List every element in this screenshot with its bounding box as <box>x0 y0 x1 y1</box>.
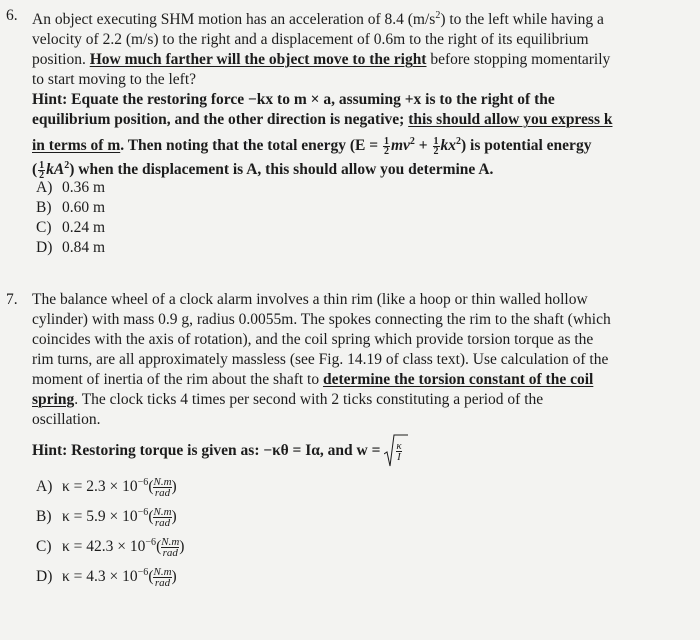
answer-option[interactable]: D) $\kappa = 4.3 \times 10^{-6}$( N.m rad ) <box>36 566 177 590</box>
question-6 <box>6 6 692 258</box>
answer-option[interactable]: A) 0.36 m <box>36 179 106 197</box>
stem-line: cylinder) with mass 0.9 g, radius 0.0055m. The spokes connecting the rim to the shaft (which <box>32 311 611 328</box>
answer-option[interactable]: C) 0.24 m <box>36 219 106 237</box>
answer-option[interactable]: B) 0.60 m <box>36 199 106 217</box>
radical-icon <box>384 434 408 468</box>
fraction: $\frac{1}{2}$ <box>39 160 45 182</box>
square-root: $\frac{\kappa}{I}$ <box>384 436 401 466</box>
answer-option[interactable]: C) $\kappa = 42.3 \times 10^{-6}$( N.m rad ) <box>36 536 185 560</box>
emphasis-question: spring <box>32 391 75 408</box>
hint-line: in terms of m. Then noting that the total energy (E = $\frac{1}{2}$ $mv^2$ + $\frac{1}{2}$ $kx^2$) is potential energy <box>32 136 592 158</box>
unit-fraction: N.m rad <box>153 506 172 530</box>
stem-line: spring. The clock ticks 4 times per second with 2 ticks constituting a period of the <box>32 391 544 408</box>
question-number: 6. <box>6 7 18 24</box>
unit-fraction: N.m rad <box>161 536 180 560</box>
hint-line: equilibrium position, and the other direction is negative; this should allow you express k <box>32 111 613 129</box>
stem-line: moment of inertia of the rim about the shaft to determine the torsion constant of the coil <box>32 371 594 388</box>
stem-line: coincides with the axis of rotation), and the coil spring which provide torsion torque as the <box>32 331 594 348</box>
hint-line: ( $\frac{1}{2}$ $kA^2$) when the displacement is A, this should allow you determine A. <box>32 160 494 182</box>
emphasis-question: determine the torsion constant of the coil <box>322 371 594 388</box>
stem-line: position. How much farther will the object move to the right before stopping momentarily <box>32 51 611 69</box>
stem-line: The balance wheel of a clock alarm involves a thin rim (like a hoop or thin walled hollow <box>32 291 588 308</box>
answer-option[interactable]: B) $\kappa = 5.9 \times 10^{-6}$( N.m rad ) <box>36 506 177 530</box>
emphasis-question: How much farther will the object move to the right <box>89 51 427 69</box>
fraction: $\frac{1}{2}$ <box>383 136 389 158</box>
hint-line: Hint: Restoring torque is given as: −κθ = Iα, and w = $\frac{\kappa}{I}$ <box>32 436 692 466</box>
stem-line: rim turns, are all approximately massless (see Fig. 14.19 of class text). Use calculation of the <box>32 351 609 368</box>
stem-line: oscillation. <box>32 411 101 428</box>
question-body <box>32 290 692 590</box>
question-7 <box>6 290 692 590</box>
stem-line: An object executing SHM motion has an acceleration of 8.4 $(m/s^2)$ to the left while having a <box>32 10 604 29</box>
question-number: 7. <box>6 291 18 308</box>
stem-line: velocity of 2.2 (m/s) to the right and a displacement of 0.6m to the right of its equilibrium <box>32 31 589 49</box>
answer-option[interactable]: D) 0.84 m <box>36 239 106 257</box>
fraction: $\frac{1}{2}$ <box>433 136 439 158</box>
answer-option[interactable]: A) $\kappa = 2.3 \times 10^{-6}$( N.m rad ) <box>36 476 177 500</box>
unit-fraction: N.m rad <box>153 476 172 500</box>
unit-fraction: N.m rad <box>153 566 172 590</box>
hint-line: Hint: Equate the restoring force −kx to m × a, assuming +x is to the right of the <box>32 91 555 109</box>
stem-line: to start moving to the left? <box>32 71 197 89</box>
question-body <box>32 6 692 258</box>
